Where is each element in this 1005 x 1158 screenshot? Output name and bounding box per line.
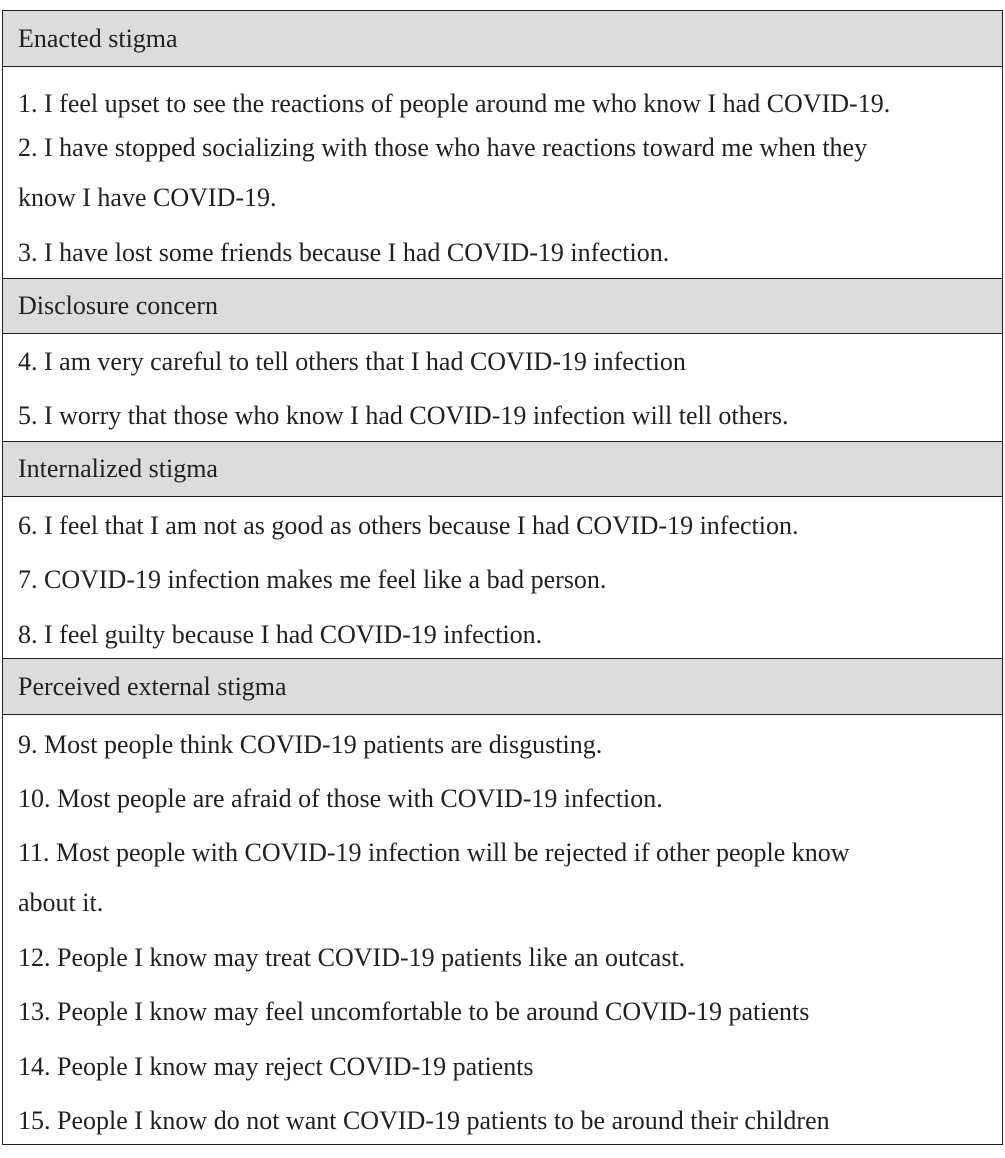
scale-item: 7. COVID-19 infection makes me feel like a bad person.	[18, 565, 607, 594]
stigma-scale-table	[2, 10, 1003, 1145]
section-header-internalized-stigma	[3, 441, 1002, 497]
scale-item: 10. Most people are afraid of those with COVID-19 infection.	[18, 784, 663, 813]
scale-item-continuation: about it.	[18, 888, 104, 917]
scale-item: 2. I have stopped socializing with those who have reactions toward me when they	[18, 133, 868, 162]
section-title: Disclosure concern	[18, 291, 218, 320]
scale-item: 5. I worry that those who know I had COVID-19 infection will tell others.	[18, 401, 789, 430]
scale-item: 6. I feel that I am not as good as others because I had COVID-19 infection.	[18, 511, 799, 540]
section-title: Enacted stigma	[18, 23, 178, 53]
section-title: Perceived external stigma	[18, 671, 287, 701]
scale-item: 15. People I know do not want COVID-19 patients to be around their children	[18, 1106, 830, 1135]
section-title: Internalized stigma	[18, 454, 218, 483]
scale-item: 13. People I know may feel uncomfortable to be around COVID-19 patients	[18, 997, 810, 1026]
scale-item-continuation: know I have COVID-19.	[18, 183, 277, 212]
scale-item: 8. I feel guilty because I had COVID-19 infection.	[18, 620, 543, 649]
section-header-enacted-stigma	[3, 11, 1002, 67]
scale-item: 4. I am very careful to tell others that I had COVID-19 infection	[18, 347, 686, 376]
scale-item: 3. I have lost some friends because I had COVID-19 infection.	[18, 238, 670, 267]
section-header-perceived-external-stigma	[3, 658, 1002, 715]
scale-item: 11. Most people with COVID-19 infection will be rejected if other people know	[18, 838, 850, 867]
scale-item: 1. I feel upset to see the reactions of people around me who know I had COVID-19.	[18, 89, 891, 118]
scale-item: 12. People I know may treat COVID-19 patients like an outcast.	[18, 943, 686, 972]
scale-item: 9. Most people think COVID-19 patients are disgusting.	[18, 730, 603, 759]
scale-item: 14. People I know may reject COVID-19 patients	[18, 1052, 534, 1081]
section-header-disclosure-concern	[3, 278, 1002, 334]
